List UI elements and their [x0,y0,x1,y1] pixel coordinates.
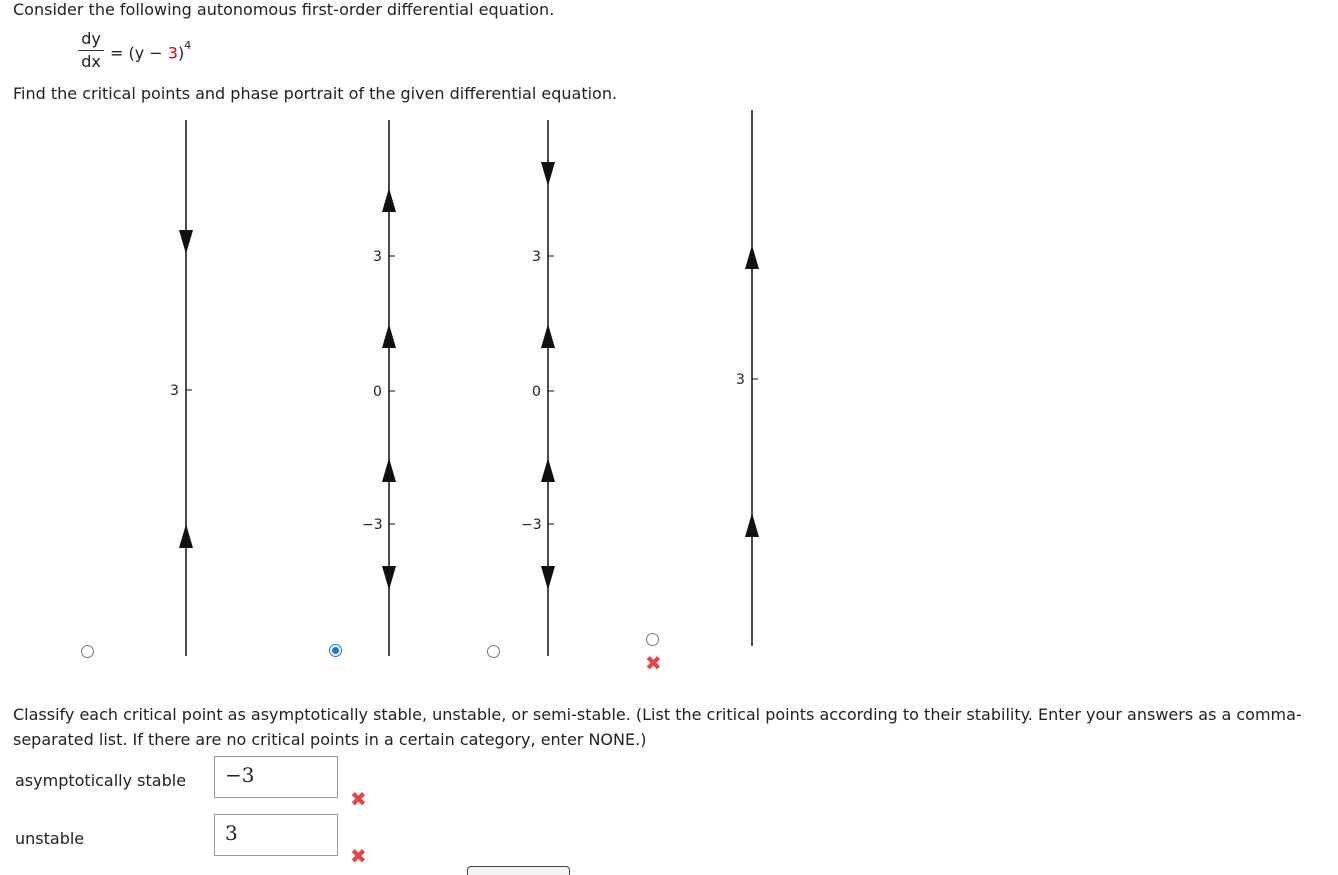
arrow-up-icon [382,324,396,348]
phase-line-b [362,120,396,656]
tick-label-neg3: −3 [362,517,383,533]
arrow-down-icon [541,162,555,186]
tick-label-neg3: −3 [521,517,542,533]
equation-constant: 3 [167,43,178,63]
arrow-down-icon [541,566,555,590]
fraction-numerator: dy [81,29,101,48]
phase-line-d [736,110,759,646]
arrow-down-icon [382,566,396,590]
next-row-button[interactable] [467,866,570,875]
question-intro: Consider the following autonomous first-order differential equation. [13,0,555,19]
arrow-up-icon [745,245,759,269]
radio-option-a[interactable] [81,645,94,658]
arrow-up-icon [382,188,396,212]
tick-label-0: 0 [373,384,382,400]
arrow-up-icon [382,458,396,482]
classify-instructions: Classify each critical point as asymptotically stable, unstable, or semi-stable. (List the critical points according to their stability. Enter your answers as a comma-separated list. If there are no critical points in a certain category, enter NONE.) [13,705,1302,749]
arrow-up-icon [541,458,555,482]
arrow-up-icon [745,513,759,537]
x-mark-icon: ✖ [350,787,367,811]
x-mark-icon: ✖ [350,844,367,868]
tick-label-0: 0 [532,384,541,400]
label-asymptotically-stable: asymptotically stable [15,771,187,790]
tick-label-3: 3 [532,249,541,265]
phase-line-c [521,120,555,656]
tick-label-3: 3 [170,383,179,399]
answer-input-unstable[interactable]: 3 [214,814,338,856]
fraction-denominator: dx [81,52,101,71]
answer-input-asymptotically-stable[interactable]: −3 [214,756,338,798]
tick-label-3: 3 [373,249,382,265]
phase-line-a [170,120,193,656]
x-mark-icon: ✖ [645,651,662,675]
question-prompt: Find the critical points and phase portrait of the given differential equation. [13,84,618,103]
equation-paren: ) [177,43,185,63]
equation-left: = (y − [110,43,163,63]
arrow-down-icon [179,230,193,254]
equation-exponent: 4 [184,39,192,52]
arrow-up-icon [179,524,193,548]
tick-label-3: 3 [736,372,745,388]
radio-option-d[interactable] [646,633,659,646]
arrow-up-icon [541,324,555,348]
label-unstable: unstable [15,829,85,848]
radio-option-b[interactable] [329,644,342,657]
radio-option-c[interactable] [487,645,500,658]
